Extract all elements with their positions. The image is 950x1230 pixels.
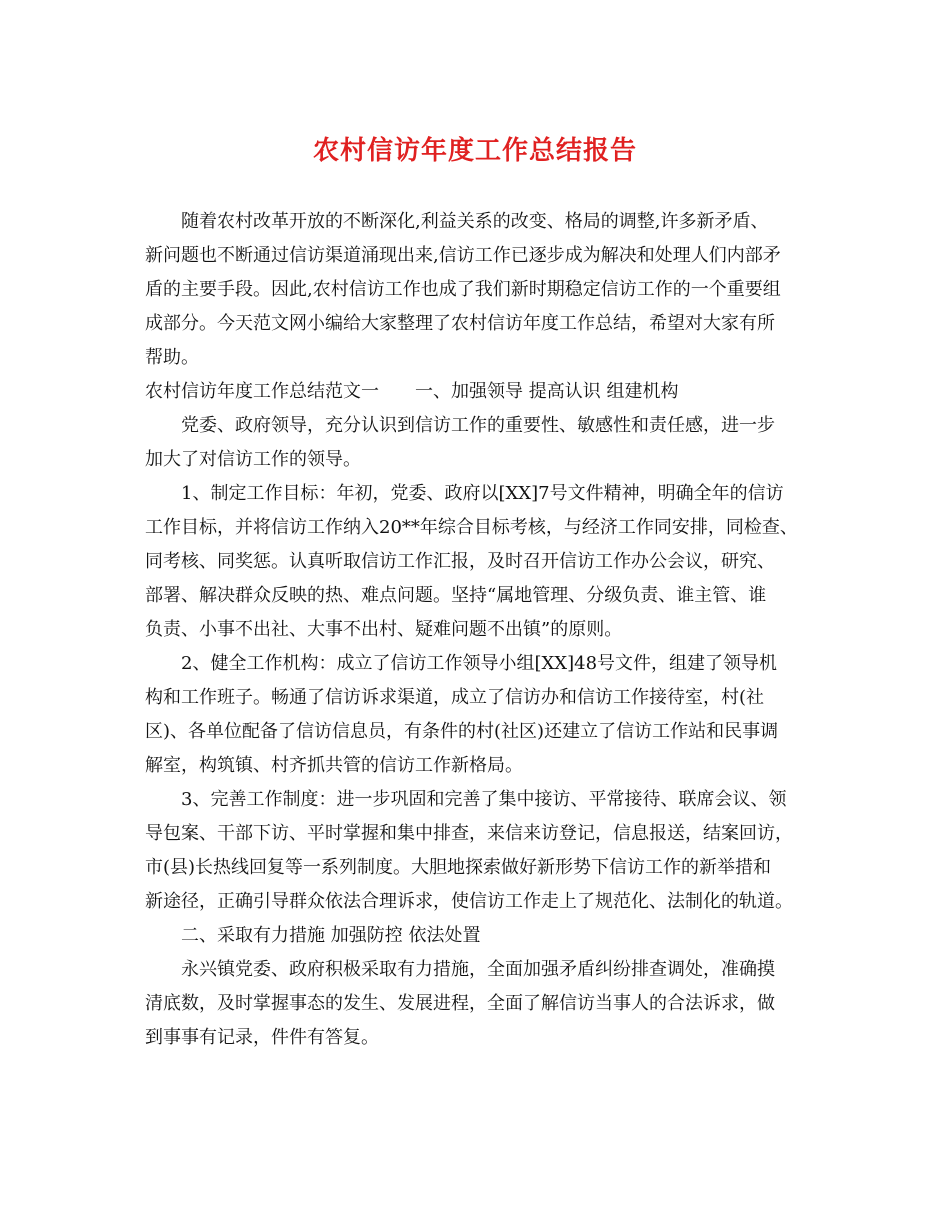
text-line: 清底数，及时掌握事态的发生、发展进程，全面了解信访当事人的合法诉求，做 — [145, 993, 775, 1014]
text-line: 1、制定工作目标：年初，党委、政府以[XX]7号文件精神，明确全年的信访 — [181, 483, 784, 504]
text-line: 导包案、干部下访、平时掌握和集中排查，来信来访登记，信息报送，结案回访， — [145, 823, 793, 844]
text-line: 加大了对信访工作的领导。 — [145, 449, 361, 470]
text-line: 部署、解决群众反映的热、难点问题。坚持“属地管理、分级负责、谁主管、谁 — [145, 585, 767, 606]
text-line: 永兴镇党委、政府积极采取有力措施，全面加强矛盾纠纷排查调处，准确摸 — [181, 959, 775, 980]
section-heading-line: 农村信访年度工作总结范文一 一、加强领导 提高认识 组建机构 — [145, 381, 679, 402]
text-line: 同考核、同奖惩。认真听取信访工作汇报，及时召开信访工作办公会议，研究、 — [145, 551, 775, 572]
text-line: 区)、各单位配备了信访信息员，有条件的村(社区)还建立了信访工作站和民事调 — [145, 721, 779, 742]
text-line: 盾的主要手段。因此,农村信访工作也成了我们新时期稳定信访工作的一个重要组 — [145, 279, 781, 300]
text-line: 2、健全工作机构：成立了信访工作领导小组[XX]48号文件，组建了领导机 — [181, 653, 778, 674]
text-line: 到事事有记录，件件有答复。 — [145, 1027, 379, 1048]
text-line: 党委、政府领导，充分认识到信访工作的重要性、敏感性和责任感，进一步 — [181, 415, 775, 436]
text-line: 帮助。 — [145, 347, 199, 368]
section-heading-line: 二、采取有力措施 加强防控 依法处置 — [181, 925, 481, 946]
text-line: 成部分。今天范文网小编给大家整理了农村信访年度工作总结，希望对大家有所 — [145, 313, 775, 334]
text-line: 3、完善工作制度：进一步巩固和完善了集中接访、平常接待、联席会议、领 — [181, 789, 787, 810]
document-title: 农村信访年度工作总结报告 — [312, 136, 637, 166]
text-line: 工作目标，并将信访工作纳入20**年综合目标考核，与经济工作同安排，同检查、 — [145, 517, 798, 538]
document-body — [145, 205, 815, 1055]
text-line: 市(县)长热线回复等一系列制度。大胆地探索做好新形势下信访工作的新举措和 — [145, 857, 772, 878]
text-line: 随着农村改革开放的不断深化,利益关系的改变、格局的调整,许多新矛盾、 — [181, 211, 769, 232]
text-line: 新问题也不断通过信访渠道涌现出来,信访工作已逐步成为解决和处理人们内部矛 — [145, 245, 781, 266]
text-line: 负责、小事不出社、大事不出村、疑难问题不出镇”的原则。 — [145, 619, 623, 640]
text-line: 解室，构筑镇、村齐抓共管的信访工作新格局。 — [145, 755, 523, 776]
text-line: 新途径，正确引导群众依法合理诉求，使信访工作走上了规范化、法制化的轨道。 — [145, 891, 793, 912]
text-line: 构和工作班子。畅通了信访诉求渠道，成立了信访办和信访工作接待室，村(社 — [145, 687, 765, 708]
